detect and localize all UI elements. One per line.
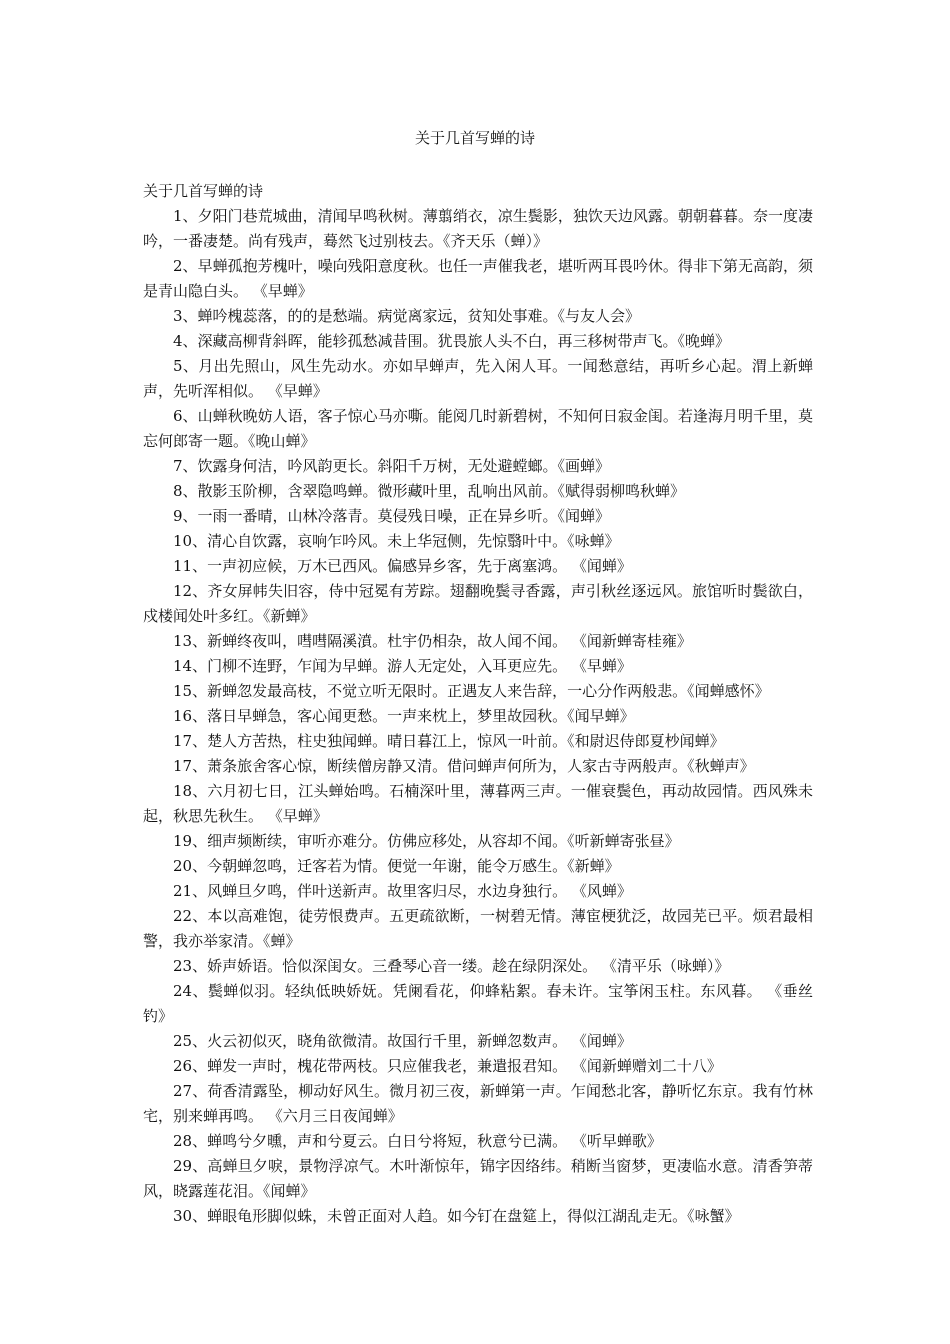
poem-item: 6、山蝉秋晚妨人语，客子惊心马亦嘶。能阅几时新碧树，不知何日寂金闺。若逢海月明千里，莫忘何郎寄一题。《晚山蝉》 (143, 407, 813, 450)
poem-item: 14、门柳不连野，乍闻为早蝉。游人无定处，入耳更应先。 《早蝉》 (173, 657, 632, 675)
poem-item: 2、早蝉孤抱芳槐叶，噪向残阳意度秋。也任一声催我老，堪听两耳畏吟休。得非下第无高韵，须是青山隐白头。 《早蝉》 (143, 257, 813, 300)
poem-item: 29、高蝉旦夕唳，景物浮凉气。木叶渐惊年，锦字因络纬。稍断当窗梦，更凄临水意。清香笋蒂风，晓露莲花泪。《闻蝉》 (143, 1157, 813, 1200)
poem-item: 17、楚人方苦热，柱史独闻蝉。晴日暮江上，惊风一叶前。《和尉迟侍郎夏杪闻蝉》 (173, 732, 725, 750)
poem-item: 13、新蝉终夜叫，嘒嘒隔溪濆。杜宇仍相杂，故人闻不闻。 《闻新蝉寄桂雍》 (173, 632, 692, 650)
poem-item: 10、清心自饮露，哀响乍吟风。未上华冠侧，先惊翳叶中。《咏蝉》 (173, 532, 620, 550)
poem-item: 18、六月初七日，江头蝉始鸣。石楠深叶里，薄暮两三声。一催衰鬓色，再动故园情。西风殊未起，秋思先秋生。 《早蝉》 (143, 782, 813, 825)
poem-item: 20、今朝蝉忽鸣，迁客若为情。便觉一年谢，能令万感生。《新蝉》 (173, 857, 620, 875)
poem-item: 21、风蝉旦夕鸣，伴叶送新声。故里客归尽，水边身独行。 《风蝉》 (173, 882, 632, 900)
poem-item: 5、月出先照山，风生先动水。亦如早蝉声，先入闲人耳。一闻愁意结，再听乡心起。渭上新蝉声，先听浑相似。 《早蝉》 (143, 357, 813, 400)
poem-item: 30、蝉眼龟形脚似蛛，未曾正面对人趋。如今钉在盘筵上，得似江湖乱走无。《咏蟹》 (173, 1207, 740, 1225)
poem-item: 16、落日早蝉急，客心闻更愁。一声来枕上，梦里故园秋。《闻早蝉》 (173, 707, 635, 725)
poem-item: 25、火云初似灭，晓角欲微清。故国行千里，新蝉忽数声。 《闻蝉》 (173, 1032, 632, 1050)
poem-item: 9、一雨一番晴，山林冷落青。莫侵残日噪，正在异乡听。《闻蝉》 (173, 507, 611, 525)
poem-item: 15、新蝉忽发最高枝，不觉立听无限时。正遇友人来告辞，一心分作两般悲。《闻蝉感怀》 (173, 682, 770, 700)
poem-item: 23、娇声娇语。恰似深闺女。三叠琴心音一缕。趁在绿阴深处。 《清平乐（咏蝉）》 (173, 957, 730, 975)
poem-item: 26、蝉发一声时，槐花带两枝。只应催我老，兼遣报君知。 《闻新蝉赠刘二十八》 (173, 1057, 722, 1075)
poem-item: 24、鬓蝉似羽。轻纨低映娇妩。凭阑看花，仰蜂粘絮。春未许。宝筝闲玉柱。东风暮。 《垂丝钓》 (143, 982, 813, 1025)
poem-item: 19、细声频断续，审听亦难分。仿佛应移处，从容却不闻。《听新蝉寄张昼》 (173, 832, 680, 850)
document-subtitle: 关于几首写蝉的诗 (143, 182, 264, 200)
poem-item: 8、散影玉阶柳，含翠隐鸣蝉。微形藏叶里，乱响出风前。《赋得弱柳鸣秋蝉》 (173, 482, 686, 500)
poem-item: 7、饮露身何洁，吟风韵更长。斜阳千万树，无处避螳螂。《画蝉》 (173, 457, 611, 475)
poem-item: 4、深藏高柳背斜晖，能轸孤愁减昔围。犹畏旅人头不白，再三移树带声飞。《晚蝉》 (173, 332, 731, 350)
document-body (143, 179, 813, 1229)
poem-item: 3、蝉吟槐蕊落，的的是愁端。病觉离家远，贫知处事难。《与友人会》 (173, 307, 641, 325)
poem-item: 27、荷香清露坠，柳动好风生。微月初三夜，新蝉第一声。乍闻愁北客，静听忆东京。我有竹林宅，别来蝉再鸣。 《六月三日夜闻蝉》 (143, 1082, 813, 1125)
poem-item: 12、齐女屏帏失旧容，侍中冠冕有芳踪。翅翻晚鬓寻香露，声引秋丝逐远风。旅馆听时鬓欲白，戍楼闻处叶多红。《新蝉》 (143, 582, 813, 625)
poem-item: 28、蝉鸣兮夕曛，声和兮夏云。白日兮将短，秋意兮已满。 《听早蝉歌》 (173, 1132, 662, 1150)
poem-item: 1、夕阳门巷荒城曲，清闻早鸣秋树。薄翦绡衣，凉生鬓影，独饮天边风露。朝朝暮暮。奈一度凄吟，一番凄楚。尚有残声，蓦然飞过别枝去。《齐天乐（蝉）》 (143, 207, 813, 250)
poem-item: 11、一声初应候，万木已西风。偏感异乡客，先于离塞鸿。 《闻蝉》 (173, 557, 632, 575)
poem-item: 17、萧条旅舍客心惊，断续僧房静又清。借问蝉声何所为，人家古寺两般声。《秋蝉声》 (173, 757, 755, 775)
document-title: 关于几首写蝉的诗 (414, 129, 535, 147)
poem-item: 22、本以高难饱，徒劳恨费声。五更疏欲断，一树碧无情。薄宦梗犹泛，故园芜已平。烦君最相警，我亦举家清。《蝉》 (143, 907, 813, 950)
